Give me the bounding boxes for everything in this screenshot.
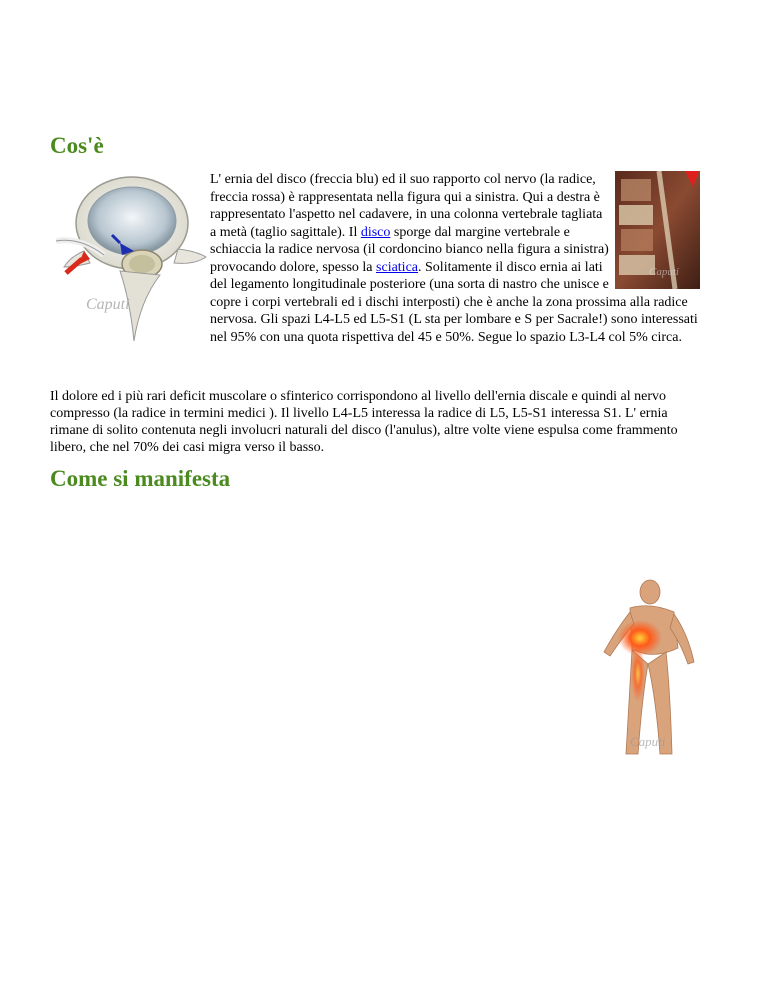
- sciatica-link[interactable]: sciatica: [376, 259, 419, 275]
- intro-text-part2: sporge dal margine vertebrale e schiaccia la radice nervosa (il cordoncino bianco nella figura a sinistra) provocando dolore, spesso la: [210, 224, 609, 275]
- intro-paragraph: [50, 171, 700, 348]
- intro-text-part3: . Solitamente il disco ernia ai lati del legamento longitudinale posteriore (una sorta di nastro che unisce e copre i corpi vertebrali ed i dischi interposti) che è anche la zona prossima alla radice nervosa. Gli spazi L4-L5 ed L5-S1 (L sta per lombare e S per Sacrale!) sono interessati nel 95% con una quota rispettiva del 45 e 50%. Segue lo spazio L3-L4 col 5% circa.: [210, 259, 698, 345]
- cadaver-spine-photo: [615, 171, 700, 289]
- section-title-come-si-manifesta: Come si manifesta: [50, 466, 231, 491]
- vertebra-illustration: [50, 171, 210, 348]
- body-pain-illustration: [590, 578, 702, 758]
- section-title-cose: Cos'è: [50, 133, 104, 158]
- watermark-text: Caputi: [649, 266, 679, 278]
- disco-link[interactable]: disco: [360, 224, 391, 240]
- watermark-text: Caputi: [86, 296, 130, 313]
- intro-text-part1: L' ernia del disco (freccia blu) ed il suo rapporto col nervo (la radice, freccia rossa) è rappresentata nella figura qui a sinistra. Qui a destra è rappresentato l'aspetto nel cadavere, in una colonna vertebrale tagliata a metà (taglio sagittale). Il: [210, 172, 603, 240]
- detail-paragraph: Il dolore ed i più rari deficit muscolare o sfinterico corrispondono al livello dell'ernia discale e quindi al nervo compresso (la radice in termini medici ). Il livello L4-L5 interessa la radice di L5, L5-S1 interessa S1. L' ernia rimane di solito contenuta negli involucri naturali del disco (l'anulus), altre volte viene espulsa come frammento libero, che nel 70% dei casi migra verso il basso.: [50, 389, 678, 455]
- watermark-text: Caputi: [630, 734, 666, 749]
